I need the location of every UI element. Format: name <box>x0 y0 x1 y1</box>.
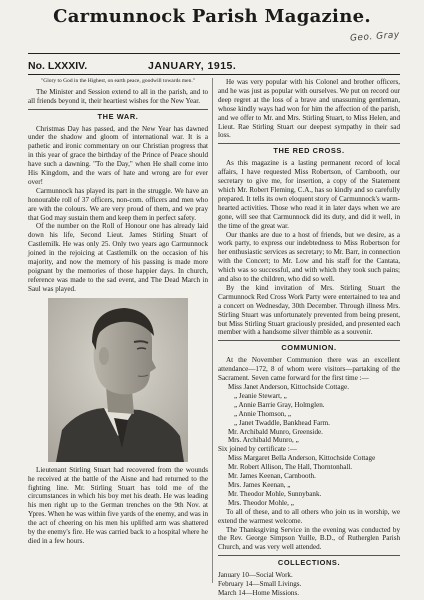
list-item: Mr. Archibald Munro, Greenside. <box>228 427 323 436</box>
certificate-list <box>218 454 400 507</box>
motto: "Glory to God in the Highest, on earth peace, goodwill towards men." <box>41 78 195 84</box>
left-column <box>28 78 208 546</box>
list-item: Mr. James Keenan, Carnbooth. <box>228 472 316 481</box>
red-cross-paragraph-1: As this magazine is a lasting permanent record of local affairs, I have requested Miss Robertson, of Carnbooth, our secretary to give me, for insertion, a copy of the Statement which Mr. Robert Fleming, C.A., has so kindly and so carefully prepared. It tells its own eloquent story of Carmunnock's warm-hearted activities. Those who read it in later days when we are gone, will see that Carmunnock did its duty, and did it well, in the time of the great war. <box>218 159 400 230</box>
list-item: Miss Janet Anderson, Kittochside Cottage. <box>228 383 349 391</box>
collection-item: March 14—Home Missions. <box>218 588 299 597</box>
intro-paragraph: The Minister and Session extend to all in the parish, and to all friends beyond it, their heartiest wishes for the New Year. <box>28 87 208 105</box>
portrait-image <box>48 298 188 462</box>
list-item: Mrs. James Keenan, „ <box>228 480 291 489</box>
portrait-photo <box>48 298 188 462</box>
list-item: Mr. Robert Allison, The Hall, Thorntonhall. <box>228 463 353 472</box>
war-paragraph-4: Lieutenant Stirling Stuart had recovered from the wounds he received at the battle of the Aisne and had returned to the fighting line. Mr. Stirling Stuart has told me of the circumstances in which his boy met his death. He was leading his men right up to the German trenches on the 9th Nov. at Ypres. When he was within five yards of the enemy, and was in the act of cheering on his men his uplifted arm was shattered by the enemy's fire. He was carried back to a hospital where he died in a few hours. <box>28 465 208 545</box>
list-item: „ Janet Twaddle, Bankhead Farm. <box>234 418 330 427</box>
war-paragraph-1: Christmas Day has passed, and the New Year has dawned under the shadow and gloom of international war. It is a pathetic and ironic commentary on our Christian progress that in this year of grace the birthday of the Prince of Peace should have such a dawning. "To the Day," when He shall come into His Kingdom, and the wars of hate and wrong are for ever over! <box>28 124 208 186</box>
masthead-rule <box>28 53 400 54</box>
list-item: Mrs. Archibald Munro, „ <box>228 436 299 445</box>
list-item: „ Annie Thomson, „ <box>234 409 292 418</box>
handwritten-signature: Geo. Gray <box>349 30 401 44</box>
issue-date: JANUARY, 1915. <box>148 60 237 72</box>
column-divider <box>212 78 213 583</box>
red-cross-paragraph-2: Our thanks are due to a host of friends, but we desire, as a work party, to express our indebtedness to Miss Robertson for her enthusiastic services as secretary; to Mr. Barr, in connection with the Concert; to Mr. Low and his staff for the Cantata, which was so successful, and with which they took such pains; and also to the children, who did so well. <box>218 230 400 284</box>
issue-number: No. LXXXIV. <box>28 60 88 72</box>
masthead-title: Carmunnock Parish Magazine. <box>53 6 371 27</box>
communion-heading: COMMUNION. <box>218 340 400 353</box>
collections-list <box>218 571 400 598</box>
war-heading: THE WAR. <box>28 109 208 122</box>
war-continuation: He was very popular with his Colonel and brother officers, and he was just as popular with ourselves. We put on record our deep regret at the loss of a brave and unassuming gentleman, whose kindly ways had won for him the affection of the parish, and we offer to Mr. and Mrs. Stirling Stuart, to Miss Helen, and Lieut. Rae Stirling Stuart our deepest sympathy in their sad loss. <box>218 78 400 140</box>
certificate-intro: Six joined by certificate :— <box>218 445 297 454</box>
war-paragraph-2: Carmunnock has played its part in the struggle. We have an honourable roll of 37 officers, non-com. officers and men who are with the colours. We are very proud of them, and we pray that God may sustain them and keep them in perfect safety. <box>28 186 208 222</box>
list-item: Mrs. Theodor Mohle, „ <box>228 498 294 507</box>
list-item: Miss Margaret Bella Anderson, Kittochside Cottage <box>228 454 376 463</box>
list-item: Mr. Theodor Mohle, Sunnybank. <box>228 489 322 498</box>
communion-paragraph-3: The Thanksgiving Service in the evening was conducted by the Rev. George Simpson Yuille, B.D., of Rutherglen Parish Church, and was very well attended. <box>218 525 400 552</box>
communion-paragraph-1: At the November Communion there was an excellent attendance—172, 8 of whom were visitors—partaking of the Sacrament. Seven came forward for the first time :— <box>218 356 400 383</box>
collection-item: January 10—Social Work. <box>218 571 293 580</box>
war-paragraph-3: Of the number on the Roll of Honour one has already laid down his life, Second Lieut. James Stirling Stuart of Castlemilk. He was only 25. Only two years ago Carmunnock joined in the rejoicing at Castlemilk on the occasion of his majority, and now the memory of his passing is made more poignant by the memories of those happier days. In church, reference was made to the sad event, and The Dead March in Saul was played. <box>28 222 208 293</box>
red-cross-heading: THE RED CROSS. <box>218 143 400 156</box>
first-time-list <box>218 383 400 445</box>
list-item: „ Annie Barrie Gray, Holmglen. <box>234 400 325 409</box>
right-column <box>218 78 400 598</box>
list-item: „ Jeanie Stewart, „ <box>234 391 287 400</box>
communion-paragraph-2: To all of these, and to all others who join us in worship, we extend the warmest welcome. <box>218 507 400 525</box>
collection-item: February 14—Small Livings. <box>218 580 302 589</box>
collections-heading: COLLECTIONS. <box>218 555 400 568</box>
issue-rule <box>28 74 400 75</box>
red-cross-paragraph-3: By the kind invitation of Mrs. Stirling Stuart the Carmunnock Red Cross Work Party were entertained to tea and a concert on Wednesday, 30th December. Through illness Mrs. Stirling Stuart was unfortunately prevented from being present, but Miss Stirling Stuart graciously presided, and presented each member with a handsome silver thimble as a souvenir. <box>218 283 400 337</box>
